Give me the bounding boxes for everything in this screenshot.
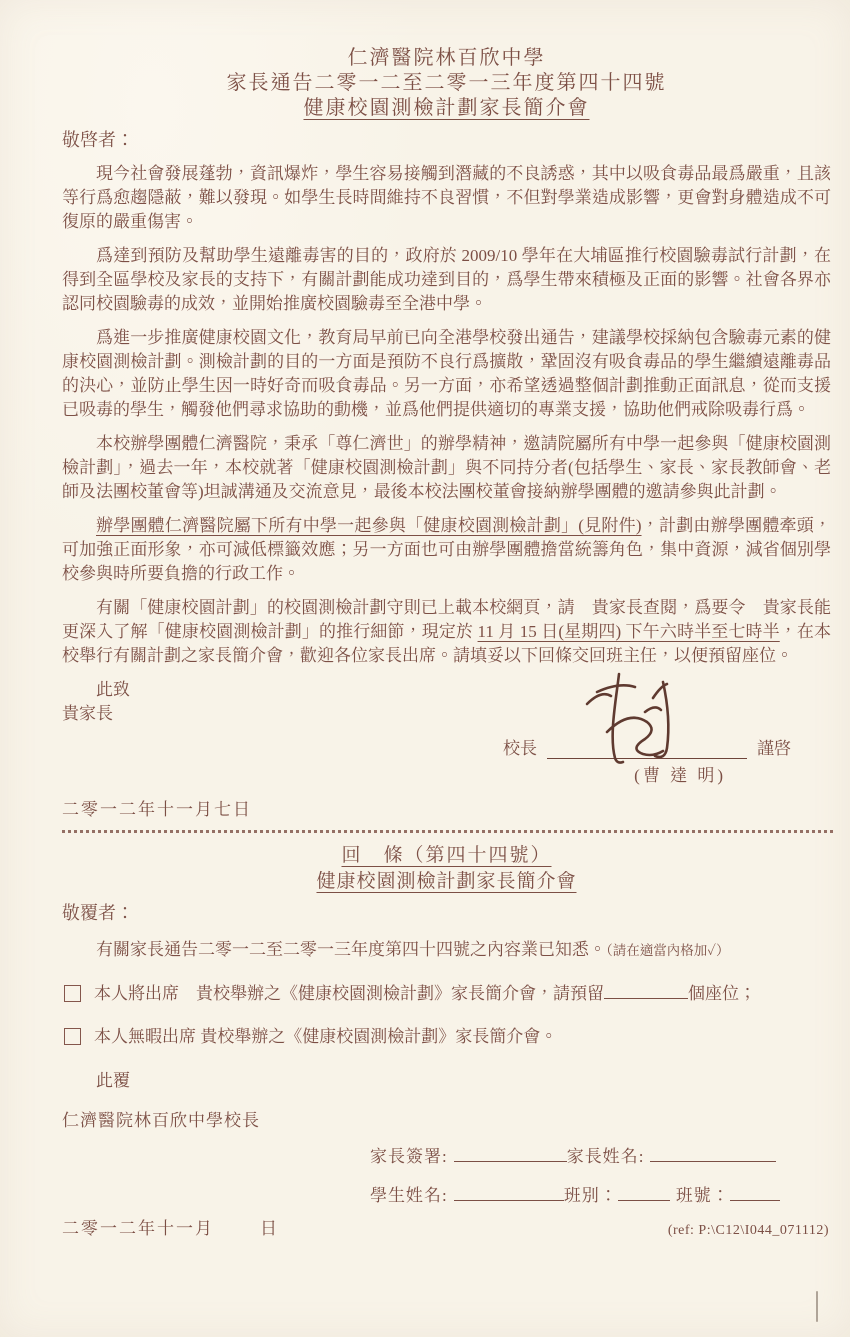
principal-signature-scrawl: [579, 670, 699, 766]
bottom-row: [62, 1214, 831, 1239]
paragraph-3: 爲進一步推廣健康校園文化，教育局早前已向全港學校發出通告，建議學校採納包含驗毒元素的健康校園測檢計劃。測檢計劃的目的一方面是預防不良行爲擴散，鞏固沒有吸食毒品的學生繼續遠離毒品的決心，並防止學生因一時好奇而吸食毒品。另一方面，亦希望透過整個計劃推動正面訊息，從而支援已吸毒的學生，觸發他們尋求協助的動機，並爲他們提供適切的專業支援，協助他們戒除吸毒行爲。: [62, 328, 831, 419]
notice-subject: 健康校園測檢計劃家長簡介會: [303, 97, 590, 119]
not-attend-option-text: 本人無暇出席 貴校舉辦之《健康校園測檢計劃》家長簡介會。: [94, 1027, 558, 1046]
attend-option-post: 個座位；: [688, 984, 756, 1003]
reply-form: [370, 1144, 831, 1209]
class-no-label: 班號：: [675, 1186, 730, 1205]
principal-name: (曹 達 明): [634, 766, 726, 785]
reply-slip-title: 回 條（第四十四號）: [341, 845, 552, 866]
reply-slip-subtitle: 健康校園測檢計劃家長簡介會: [316, 871, 577, 892]
paragraph-5: [62, 514, 831, 586]
paragraph-1: 現今社會發展蓬勃，資訊爆炸，學生容易接觸到潛藏的不良誘惑，其中以吸食毒品最爲嚴重，且該等行爲愈趨隱蔽，難以發現。如學生長時間維持不良習慣，不但對學業造成影響，更會對身體造成不可復原的嚴重傷害。: [62, 164, 831, 231]
attend-option-pre: 本人將出席 貴校舉辦之《健康校園測檢計劃》家長簡介會，請預留: [94, 984, 604, 1003]
paragraph-6-pre: 有關「健康校園計劃」的校園測檢計劃守則已上載本校網頁，請 貴家長查閱，爲要令 貴家長能更深入了解「健康校園測檢計劃」的推行細節，現定於: [62, 598, 831, 641]
meeting-datetime-underlined: 11 月 15 日(星期四) 下午六時半至七時半: [477, 622, 780, 641]
parent-signature-field: [454, 1146, 567, 1162]
attend-checkbox[interactable]: [64, 985, 81, 1002]
class-field: [618, 1185, 670, 1201]
tick-instruction-note: （請在適當內格加✓）: [606, 943, 730, 958]
student-name-label: 學生姓名:: [370, 1186, 448, 1205]
paragraph-5-rest: ，計劃由辦學團體牽頭，可加強正面形象，亦可減低標籤效應；另一方面也可由辦學團體擔當統籌角色，集中資源，減省個別學校參與時所要負擔的行政工作。: [62, 516, 832, 583]
principal-label: 校長: [503, 739, 537, 758]
school-name: 仁濟醫院林百欣中學: [347, 47, 546, 69]
salutation: 敬啓者：: [62, 130, 134, 150]
parent-name-field: [650, 1146, 776, 1162]
acknowledgement-text: 有關家長通告二零一二至二零一三年度第四十四號之內容業已知悉。: [96, 940, 606, 959]
attend-option-text: [94, 982, 756, 1006]
paragraph-6: [62, 596, 831, 668]
paragraph-2: 爲達到預防及幫助學生遠離毒害的目的，政府於 2009/10 學年在大埔區推行校園驗毒試行計劃，在得到全區學校及家長的支持下，有關計劃能成功達到目的，爲學生帶來積極及正面的影響。社會各界亦認同校園驗毒的成效，並開始推廣校園驗毒至全港中學。: [62, 246, 831, 313]
class-label: 班別：: [563, 1186, 618, 1205]
reply-closing: 此覆: [96, 1071, 130, 1090]
class-no-field: [730, 1185, 780, 1201]
attend-option-row: [62, 982, 831, 1006]
cut-line-separator: [62, 830, 834, 833]
letter-date: 二零一二年十一月七日: [62, 800, 252, 819]
not-attend-option-row: [62, 1025, 831, 1049]
reply-date: [62, 1214, 279, 1239]
reply-salutation: 敬覆者：: [62, 903, 134, 923]
parent-name-label: 家長姓名:: [566, 1147, 645, 1166]
paragraph-6-post: ，在本校舉行有關計劃之家長簡介會，歡迎各位家長出席。請填妥以下回條交回班主任，以便預留座位。: [62, 622, 832, 665]
student-row: [370, 1183, 831, 1209]
file-reference: (ref: P:\C12\I044_071112): [667, 1223, 829, 1238]
parent-signature-label: 家長簽署:: [370, 1147, 448, 1166]
closing-cizhi: 此致: [96, 680, 130, 699]
reply-addressee: 仁濟醫院林百欣中學校長: [62, 1111, 260, 1130]
reply-date-day-suffix: 日: [260, 1219, 279, 1238]
closing-dear-parent: 貴家長: [62, 704, 113, 723]
paragraph-4: 本校辦學團體仁濟醫院，秉承「尊仁濟世」的辦學精神，邀請院屬所有中學一起參與「健康校園測檢計劃」，過去一年，本校就著「健康校園測檢計劃」與不同持分者(包括學生、家長、家長教師會、老師及法團校董會等)坦誠溝通及交流意見，最後本校法團校董會接納辦學團體的邀請參與此計劃。: [62, 434, 831, 501]
student-name-field: [454, 1185, 564, 1201]
scan-artifact-mark: [816, 1291, 818, 1322]
reply-date-prefix: 二零一二年十一月: [62, 1219, 214, 1238]
principal-signature-row: [62, 734, 791, 759]
seats-blank-field: [604, 983, 688, 999]
acknowledgement-line: [62, 938, 831, 963]
notice-number: 家長通告二零一二至二零一三年度第四十四號: [226, 72, 667, 94]
parent-row: [370, 1144, 831, 1170]
principal-signature-line: [547, 734, 747, 759]
respectfully-label: 謹啓: [757, 739, 791, 758]
not-attend-checkbox[interactable]: [64, 1028, 81, 1045]
paragraph-5-underlined: 辦學團體仁濟醫院屬下所有中學一起參與「健康校園測檢計劃」(見附件): [96, 516, 642, 535]
